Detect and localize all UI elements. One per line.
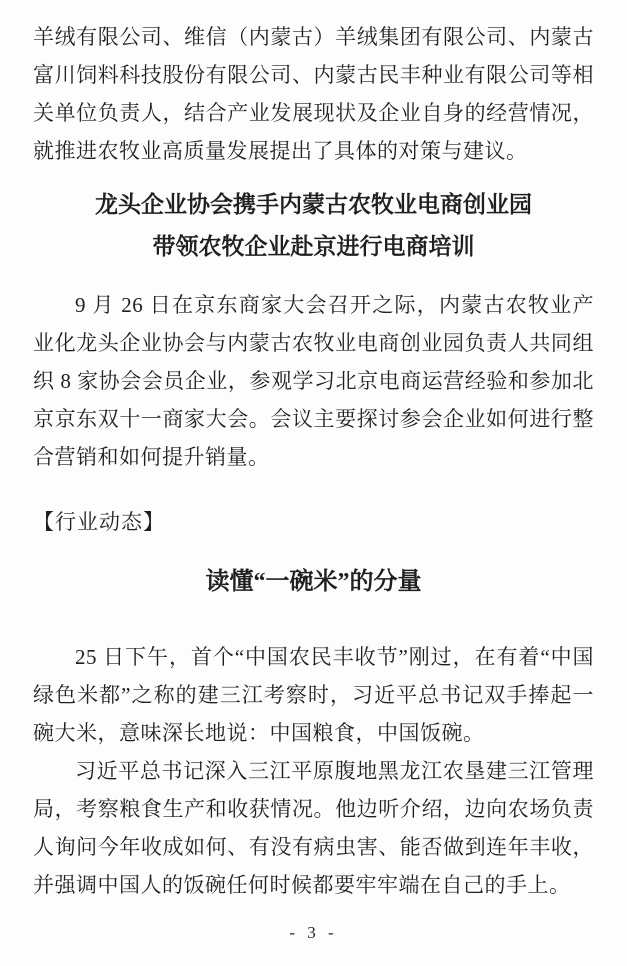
- section-label: 【行业动态】: [33, 511, 165, 534]
- article1-body-paragraph: 9 月 26 日在京东商家大会召开之际，内蒙古农牧业产业化龙头企业协会与内蒙古农牧业电商创业园负责人共同组织 8 家协会会员企业，参观学习北京电商运营经验和参加北京京东双十一商家大会。会议主要探讨参会企业如何进行整合营销和如何提升销量。: [33, 293, 594, 469]
- article1-title-line1: 龙头企业协会携手内蒙古农牧业电商创业园: [95, 192, 532, 217]
- article1-title-line2: 带领农牧企业赴京进行电商培训: [152, 234, 475, 259]
- article2-title: 读懂“一碗米”的分量: [205, 569, 422, 595]
- article2-paragraph-1: 25 日下午，首个“中国农民丰收节”刚过，在有着“中国绿色米都”之称的建三江考察时，习近平总书记双手捧起一碗大米，意味深长地说：中国粮食，中国饭碗。: [33, 645, 594, 745]
- continuation-paragraph: 羊绒有限公司、维信（内蒙古）羊绒集团有限公司、内蒙古富川饲料科技股份有限公司、内蒙古民丰种业有限公司等相关单位负责人，结合产业发展现状及企业自身的经营情况，就推进农牧业高质量发展提出了具体的对策与建议。: [33, 25, 594, 163]
- article1-title: [33, 184, 594, 268]
- article2-paragraph-2: 习近平总书记深入三江平原腹地黑龙江农垦建三江管理局，考察粮食生产和收获情况。他边听介绍，边向农场负责人询问今年收成如何、有没有病虫害、能否做到连年丰收，并强调中国人的饭碗任何时候都要牢牢端在自己的手上。: [33, 759, 594, 897]
- page-number: - 3 -: [289, 923, 338, 942]
